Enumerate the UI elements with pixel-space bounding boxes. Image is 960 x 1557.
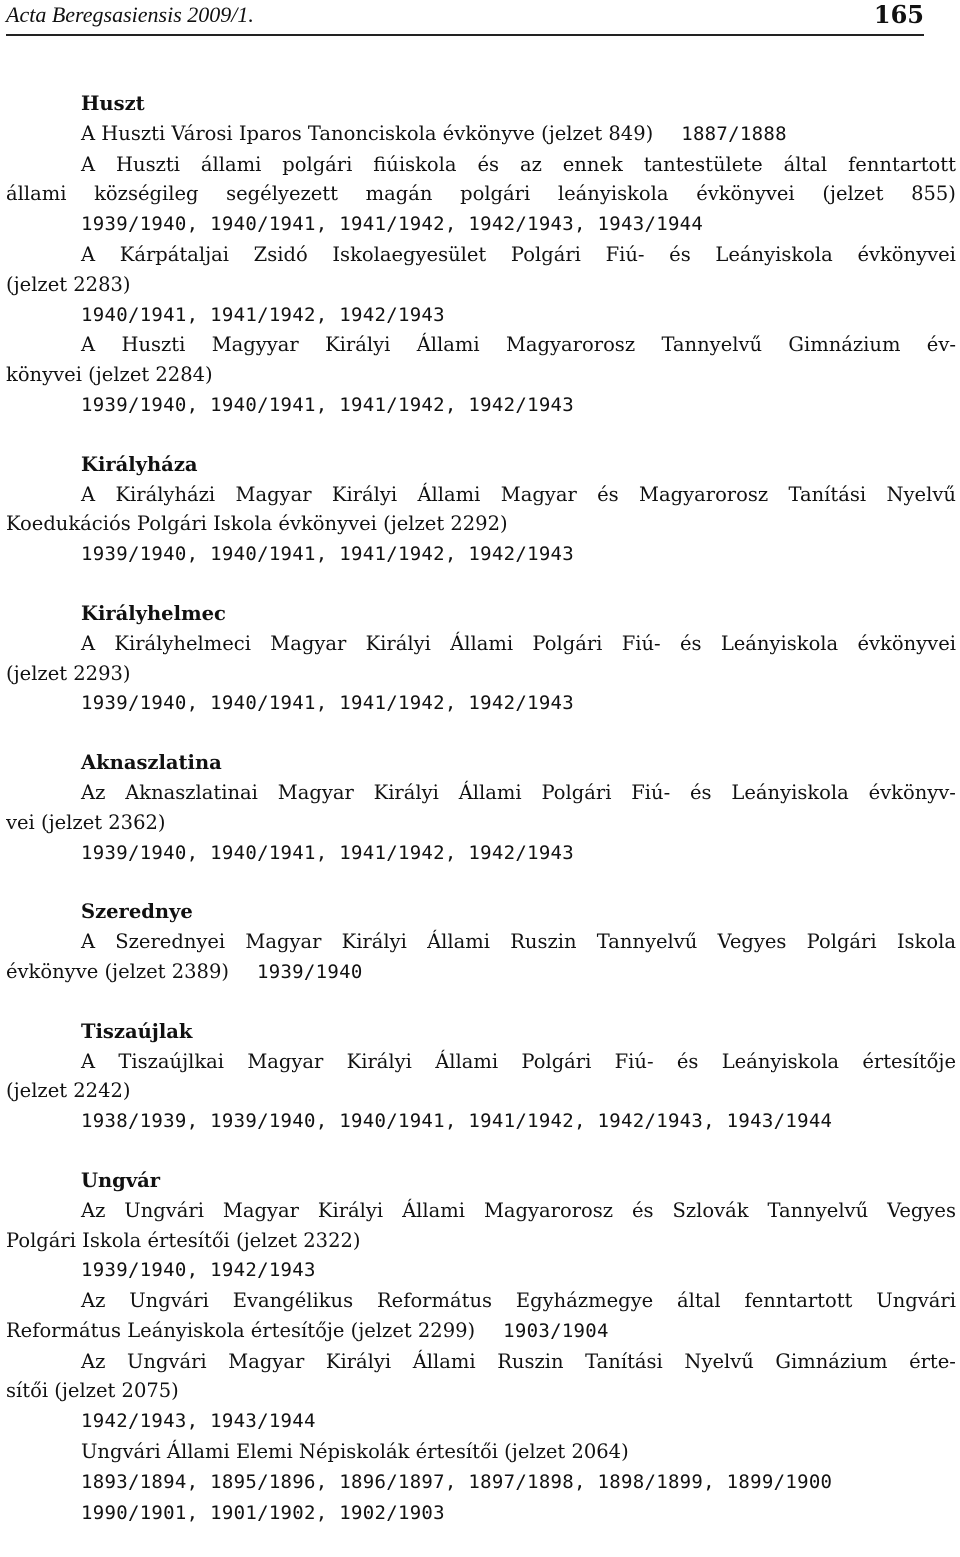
word: Királyi bbox=[346, 1049, 412, 1073]
word: Polgári bbox=[541, 780, 612, 804]
word: Vegyes bbox=[887, 1198, 956, 1222]
catalog-line bbox=[6, 1226, 956, 1256]
years-line bbox=[6, 1406, 956, 1437]
years-line bbox=[6, 1255, 956, 1286]
word: Polgári bbox=[510, 242, 581, 266]
word: Szlovák bbox=[672, 1198, 749, 1222]
word: Egyházmegye bbox=[515, 1289, 654, 1313]
word: érte- bbox=[909, 1349, 956, 1373]
journal-title: Acta Beregsasiensis 2009/1. bbox=[6, 2, 254, 27]
word: Nyelvű bbox=[684, 1349, 754, 1373]
catalog-line bbox=[6, 778, 956, 808]
word: Tiszaújlkai bbox=[118, 1049, 225, 1073]
word: Ungvári bbox=[126, 1349, 207, 1373]
word: Gimnázium bbox=[775, 1349, 888, 1373]
years: 1939/1940, 1940/1941, 1941/1942, 1942/1943 bbox=[81, 692, 575, 715]
section bbox=[6, 450, 956, 570]
word: Az bbox=[81, 780, 106, 804]
word: A bbox=[81, 242, 96, 266]
years: 1942/1943, 1943/1944 bbox=[81, 1410, 316, 1433]
entry-title: évkönyve (jelzet 2389) bbox=[6, 959, 229, 983]
word: Az bbox=[81, 1198, 106, 1222]
years: 1903/1904 bbox=[503, 1319, 609, 1342]
entry-title: (jelzet 2242) bbox=[6, 1079, 131, 1103]
entry-title: (jelzet 2283) bbox=[6, 272, 131, 296]
word: Tannyelvű bbox=[767, 1198, 869, 1222]
word: Magyar bbox=[270, 631, 347, 655]
word: Állami bbox=[435, 1049, 499, 1073]
word: A bbox=[81, 482, 96, 506]
entry-title: Ungvári Állami Elemi Népiskolák értesítői (jelzet 2064) bbox=[81, 1440, 629, 1464]
word: Magyarorosz bbox=[483, 1198, 614, 1222]
word: Nyelvű bbox=[886, 482, 956, 506]
word: Ungvári bbox=[876, 1289, 956, 1313]
catalog-line bbox=[6, 119, 956, 150]
word: év- bbox=[926, 333, 956, 357]
entry-title: vei (jelzet 2362) bbox=[6, 810, 166, 834]
word: Fiú- bbox=[621, 631, 661, 655]
word: A bbox=[81, 631, 96, 655]
catalog-line bbox=[6, 179, 956, 209]
word: Tanítási bbox=[585, 1349, 663, 1373]
word: Állami bbox=[402, 1198, 466, 1222]
word: évkönyvei bbox=[857, 631, 956, 655]
word: Királyi bbox=[331, 482, 398, 506]
word: és bbox=[679, 631, 702, 655]
word: értesítője bbox=[862, 1049, 956, 1073]
section-heading: Ungvár bbox=[81, 1168, 161, 1192]
section bbox=[6, 1017, 956, 1137]
word: Fiú- bbox=[605, 242, 645, 266]
section bbox=[6, 599, 956, 719]
word: Tanítási bbox=[788, 482, 867, 506]
word: Állami bbox=[412, 1349, 476, 1373]
word: Polgári bbox=[532, 631, 603, 655]
word: Ungvári bbox=[124, 1198, 204, 1222]
section bbox=[6, 89, 956, 421]
word: és bbox=[632, 1198, 654, 1222]
word: által bbox=[677, 1289, 721, 1313]
word: Leányiskola bbox=[715, 242, 833, 266]
catalog-line bbox=[6, 509, 956, 539]
word: segélyezett bbox=[226, 182, 338, 206]
word: Királyi bbox=[325, 1349, 392, 1373]
word: Magyar bbox=[235, 482, 312, 506]
word: Ungvári bbox=[129, 1289, 209, 1313]
years-line bbox=[6, 390, 956, 421]
word: évkönyvei bbox=[696, 182, 795, 206]
word: Leányiskola bbox=[731, 780, 849, 804]
word: Állami bbox=[417, 482, 481, 506]
word: Fiú- bbox=[614, 1049, 654, 1073]
word: Az bbox=[81, 1349, 106, 1373]
catalog-line bbox=[6, 1316, 956, 1347]
word: Királyi bbox=[317, 1198, 384, 1222]
years: 1939/1940, 1940/1941, 1941/1942, 1942/1943, 1943/1944 bbox=[81, 213, 704, 236]
word: és bbox=[477, 152, 500, 176]
word: állami bbox=[6, 182, 67, 206]
word: és bbox=[676, 1049, 699, 1073]
catalog-line bbox=[6, 360, 956, 390]
entry-title: Koedukációs Polgári Iskola évkönyvei (jelzet 2292) bbox=[6, 512, 508, 536]
catalog-line bbox=[6, 957, 956, 988]
word: Állami bbox=[458, 780, 522, 804]
word: Polgári bbox=[521, 1049, 592, 1073]
word: Magyar bbox=[228, 1349, 305, 1373]
word: Huszti bbox=[116, 152, 180, 176]
word: A bbox=[81, 1049, 96, 1073]
catalog-line bbox=[6, 1286, 956, 1316]
entry-title: (jelzet 2293) bbox=[6, 661, 131, 685]
section bbox=[6, 897, 956, 987]
catalog-line bbox=[6, 1076, 956, 1106]
years: 1938/1939, 1939/1940, 1940/1941, 1941/1942, 1942/1943, 1943/1944 bbox=[81, 1110, 833, 1133]
word: fenntartott bbox=[744, 1289, 853, 1313]
word: Magyar bbox=[277, 780, 354, 804]
word: Királyházi bbox=[115, 482, 216, 506]
word: Királyi bbox=[325, 333, 391, 357]
years: 1939/1940 bbox=[256, 960, 363, 983]
catalog-line bbox=[6, 659, 956, 689]
section bbox=[6, 748, 956, 868]
word: Tannyelvű bbox=[661, 333, 763, 357]
years: 1990/1901, 1901/1902, 1902/1903 bbox=[81, 1501, 445, 1524]
catalog-line bbox=[6, 629, 956, 659]
years: 1939/1940, 1940/1941, 1941/1942, 1942/1943 bbox=[81, 393, 575, 416]
catalog-line bbox=[6, 927, 956, 957]
entry-title: Polgári Iskola értesítői (jelzet 2322) bbox=[6, 1228, 361, 1252]
catalog-line bbox=[6, 1347, 956, 1377]
word: évkönyv- bbox=[868, 780, 956, 804]
section-heading: Királyháza bbox=[81, 452, 198, 476]
years-line bbox=[6, 1106, 956, 1137]
word: Ruszin bbox=[510, 930, 577, 954]
years-line bbox=[6, 688, 956, 719]
years: 1939/1940, 1940/1941, 1941/1942, 1942/1943 bbox=[81, 543, 575, 566]
word: és bbox=[597, 482, 619, 506]
word: Az bbox=[81, 1289, 106, 1313]
catalog-line bbox=[6, 1376, 956, 1406]
word: Református bbox=[377, 1289, 493, 1313]
catalog-line bbox=[6, 150, 956, 180]
entry-title: sítői (jelzet 2075) bbox=[6, 1379, 179, 1403]
catalog-line bbox=[6, 1047, 956, 1077]
word: Királyi bbox=[341, 930, 407, 954]
section-heading: Királyhelmec bbox=[81, 601, 226, 625]
word: Magyar bbox=[500, 482, 577, 506]
word: A bbox=[81, 333, 96, 357]
years-line bbox=[6, 300, 956, 331]
word: Leányiskola bbox=[720, 631, 839, 655]
word: magán bbox=[365, 182, 433, 206]
word: Magyar bbox=[222, 1198, 299, 1222]
word: 855) bbox=[911, 182, 956, 206]
word: leányiskola bbox=[557, 182, 669, 206]
word: évkönyvei bbox=[857, 242, 956, 266]
catalog-line bbox=[6, 1437, 956, 1467]
page-number: 165 bbox=[873, 0, 924, 29]
word: Huszti bbox=[121, 333, 186, 357]
section bbox=[6, 1166, 956, 1529]
word: fiúiskola bbox=[373, 152, 457, 176]
word: Királyi bbox=[373, 780, 439, 804]
word: Állami bbox=[427, 930, 490, 954]
word: állami bbox=[200, 152, 262, 176]
catalog-line bbox=[6, 808, 956, 838]
years-line bbox=[6, 209, 956, 240]
entry-title: Református Leányiskola értesítője (jelzet 2299) bbox=[6, 1318, 476, 1342]
word: Leányiskola bbox=[721, 1049, 840, 1073]
catalog-line bbox=[6, 240, 956, 270]
word: által bbox=[783, 152, 828, 176]
section-heading: Aknaszlatina bbox=[81, 751, 222, 775]
word: Vegyes bbox=[717, 930, 787, 954]
word: Magyar bbox=[247, 1049, 324, 1073]
years-line bbox=[6, 1467, 956, 1498]
years: 1940/1941, 1941/1942, 1942/1943 bbox=[81, 303, 445, 326]
word: és bbox=[669, 242, 691, 266]
years: 1939/1940, 1940/1941, 1941/1942, 1942/1943 bbox=[81, 841, 575, 864]
years-line bbox=[6, 539, 956, 570]
word: községileg bbox=[94, 182, 199, 206]
word: fenntartott bbox=[848, 152, 956, 176]
word: (jelzet bbox=[822, 182, 884, 206]
word: és bbox=[690, 780, 712, 804]
word: Zsidó bbox=[253, 242, 308, 266]
years: 1887/1888 bbox=[681, 122, 787, 145]
word: Királyhelmeci bbox=[114, 631, 251, 655]
word: Ruszin bbox=[497, 1349, 564, 1373]
years-line bbox=[6, 1498, 956, 1529]
word: Kárpátaljai bbox=[119, 242, 229, 266]
entry-title: A Huszti Városi Iparos Tanonciskola évkönyve (jelzet 849) bbox=[81, 121, 654, 145]
years-line bbox=[6, 838, 956, 869]
word: Iskola bbox=[896, 930, 956, 954]
entry-title: könyvei (jelzet 2284) bbox=[6, 363, 213, 387]
word: Iskolaegyesület bbox=[332, 242, 487, 266]
section-heading: Szerednye bbox=[81, 900, 193, 924]
catalog-line bbox=[6, 330, 956, 360]
word: Tannyelvű bbox=[596, 930, 698, 954]
word: az bbox=[519, 152, 542, 176]
catalog-line bbox=[6, 480, 956, 510]
word: Magyarorosz bbox=[639, 482, 769, 506]
catalog-line bbox=[6, 1196, 956, 1226]
word: Aknaszlatinai bbox=[125, 780, 258, 804]
word: Magyar bbox=[245, 930, 322, 954]
document-body bbox=[6, 89, 956, 1557]
word: Polgári bbox=[806, 930, 877, 954]
running-header bbox=[6, 0, 924, 36]
word: Gimnázium bbox=[788, 333, 901, 357]
section-heading: Huszt bbox=[81, 92, 145, 115]
word: A bbox=[81, 152, 96, 176]
word: A bbox=[81, 930, 96, 954]
years: 1893/1894, 1895/1896, 1896/1897, 1897/1898, 1898/1899, 1899/1900 bbox=[81, 1470, 833, 1493]
section-heading: Tiszaújlak bbox=[81, 1019, 193, 1043]
word: polgári bbox=[282, 152, 353, 176]
word: Szerednyei bbox=[115, 930, 226, 954]
word: Állami bbox=[416, 333, 480, 357]
word: polgári bbox=[460, 182, 531, 206]
word: Magyarorosz bbox=[505, 333, 636, 357]
word: Magyyar bbox=[211, 333, 299, 357]
word: tantestülete bbox=[643, 152, 763, 176]
word: Evangélikus bbox=[232, 1289, 354, 1313]
word: ennek bbox=[562, 152, 623, 176]
word: Fiú- bbox=[631, 780, 671, 804]
catalog-line bbox=[6, 270, 956, 300]
years: 1939/1940, 1942/1943 bbox=[81, 1259, 316, 1282]
word: Királyi bbox=[365, 631, 431, 655]
word: Állami bbox=[450, 631, 514, 655]
